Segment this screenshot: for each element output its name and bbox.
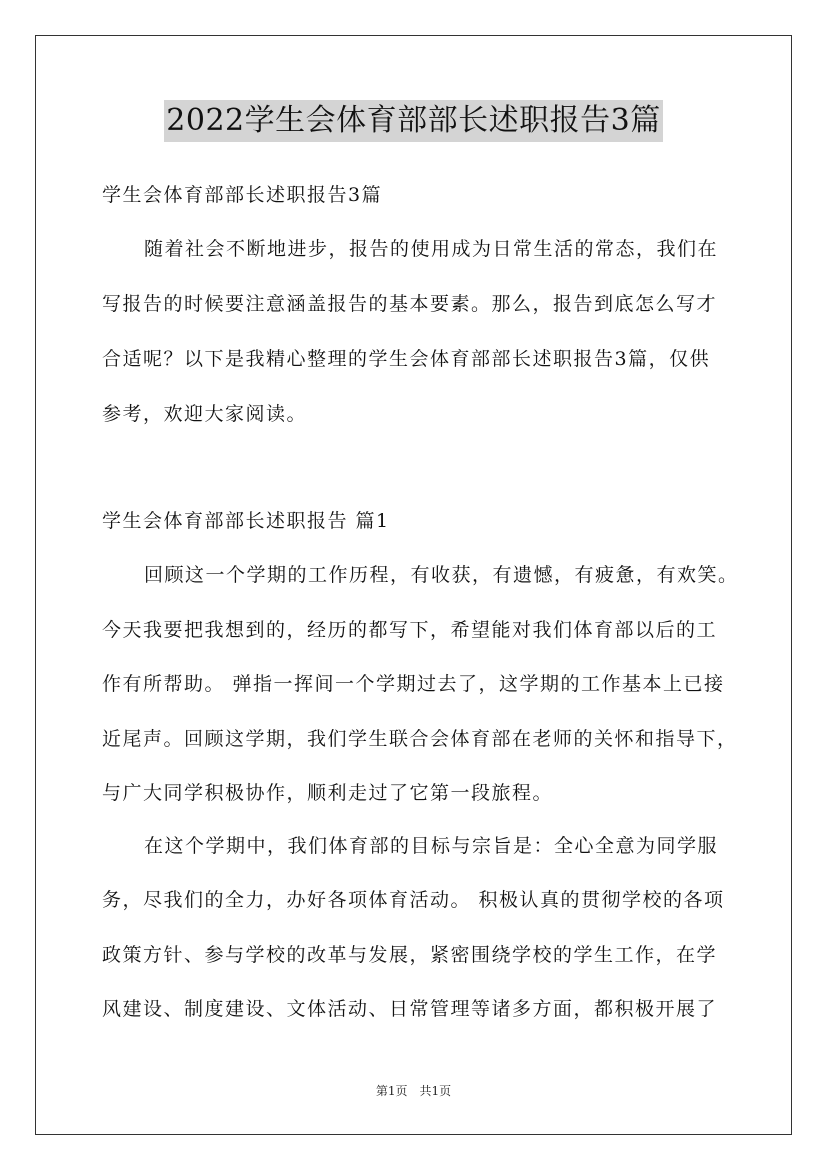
document-title: 2022学生会体育部部长述职报告3篇 [164,100,662,142]
page-number: 第1页 [375,1084,408,1098]
subtitle-line: 学生会体育部部长述职报告3篇 [102,184,383,206]
paragraph-line: 政策方针、参与学校的改革与发展，紧密围绕学校的学生工作，在学 [102,944,718,966]
page-footer [0,1082,827,1099]
paragraph-line: 今天我要把我想到的，经历的都写下，希望能对我们体育部以后的工 [102,619,718,641]
paragraph-line: 写报告的时候要注意涵盖报告的基本要素。那么，报告到底怎么写才 [102,293,718,315]
paragraph-line: 参考，欢迎大家阅读。 [102,403,308,425]
paragraph-line: 合适呢？以下是我精心整理的学生会体育部部长述职报告3篇，仅供 [102,348,711,370]
paragraph-line: 近尾声。回顾这学期，我们学生联合会体育部在老师的关怀和指导下， [102,728,738,750]
paragraph-line: 回顾这一个学期的工作历程，有收获，有遗憾，有疲惫，有欢笑。 [144,564,739,586]
paragraph-line: 作有所帮助。 弹指一挥间一个学期过去了，这学期的工作基本上已接 [102,673,725,695]
paragraph-line: 务，尽我们的全力，办好各项体育活动。 积极认真的贯彻学校的各项 [102,889,725,911]
paragraph-line: 在这个学期中，我们体育部的目标与宗旨是：全心全意为同学服 [144,835,719,857]
paragraph-line: 与广大同学积极协作，顺利走过了它第一段旅程。 [102,782,554,804]
document-title-wrap [0,100,827,142]
page-total: 共1页 [419,1084,452,1098]
paragraph-line: 随着社会不断地进步，报告的使用成为日常生活的常态，我们在 [144,238,719,260]
section-heading: 学生会体育部部长述职报告 篇1 [102,510,390,532]
paragraph-line: 风建设、制度建设、文体活动、日常管理等诸多方面，都积极开展了 [102,998,718,1020]
